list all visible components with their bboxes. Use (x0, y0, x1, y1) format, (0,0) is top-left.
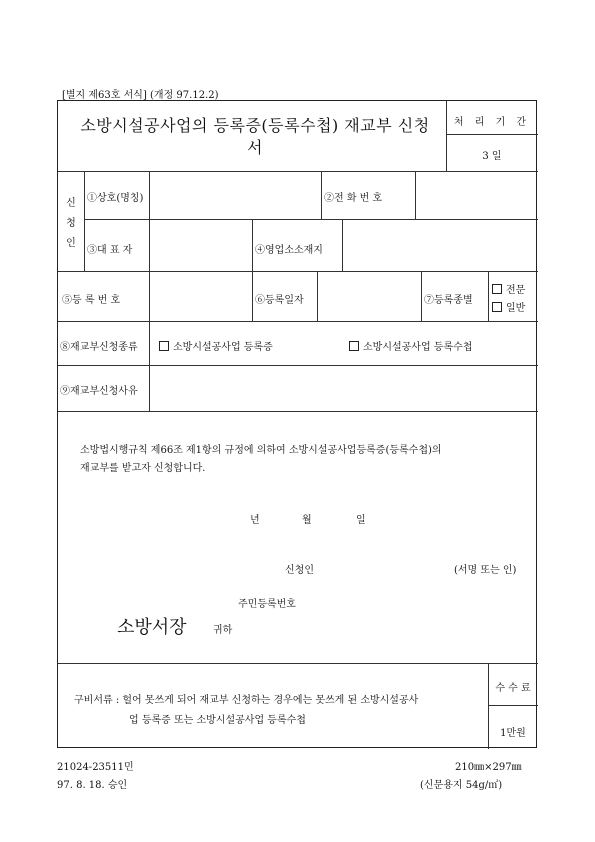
declaration-line-1: 소방법시행규칙 제66조 제1항의 규정에 의하여 소방시설공사업등록증(등록수첩)의 (80, 445, 442, 456)
office-location-label: ④영업소소재지 (255, 245, 323, 256)
checkbox-icon (349, 341, 359, 351)
reissue-reason-field[interactable] (150, 366, 537, 411)
company-name-label: ①상호(명칭) (87, 193, 144, 204)
application-form (57, 100, 537, 748)
reissue-option-certificate[interactable]: 소방시설공사업 등록증 (159, 338, 273, 353)
representative-field[interactable] (150, 220, 251, 271)
processing-period-label: 처 리 기 간 (453, 117, 531, 128)
date-month: 월 (302, 515, 312, 526)
date-day: 일 (356, 515, 366, 526)
reg-type-option-general[interactable]: 일반 (492, 299, 525, 314)
form-title: 소방시설공사업의 등록증(등록수첩) 재교부 신청 서 (80, 116, 430, 157)
reg-type-option-specialist[interactable]: 전문 (492, 281, 525, 296)
reg-date-label: ⑥등록일자 (255, 295, 304, 306)
reg-number-label: ⑤등 록 번 호 (62, 295, 121, 306)
paper-size: 210㎜×297㎜ (455, 762, 522, 773)
fee-label: 수 수 료 (495, 683, 531, 694)
signature-label: (서명 또는 인) (454, 565, 517, 576)
required-docs-line-1: 구비서류 : 헐어 못쓰게 되어 재교부 신청하는 경우에는 못쓰게 된 소방시설공사 (74, 695, 419, 706)
representative-label: ③대 표 자 (87, 245, 133, 256)
checkbox-icon (492, 302, 502, 312)
recipient-honorific: 귀하 (213, 625, 233, 636)
phone-label: ②전 화 번 호 (324, 193, 383, 204)
recipient-title: 소방서장 (117, 617, 187, 638)
reissue-option-booklet[interactable]: 소방시설공사업 등록수첩 (349, 338, 472, 353)
reg-date-field[interactable] (318, 272, 420, 321)
form-code: 21024-23511민 (57, 762, 134, 773)
approval-date: 97. 8. 18. 승인 (57, 780, 128, 791)
resident-number-label: 주민등록번호 (238, 599, 296, 610)
reissue-reason-label: ⑨재교부신청사유 (60, 386, 138, 397)
reg-number-field[interactable] (150, 272, 251, 321)
fee-value: 1만원 (500, 728, 526, 739)
checkbox-icon (159, 341, 169, 351)
applicant-side-label: 신 청 인 (66, 198, 76, 249)
required-docs-line-2: 업 등록증 또는 소방시설공사업 등록수첩 (129, 715, 306, 726)
date-year: 년 (250, 515, 260, 526)
company-name-field[interactable] (150, 172, 320, 219)
applicant-label: 신청인 (285, 565, 314, 576)
reg-type-label: ⑦등록종별 (424, 295, 473, 306)
processing-period-value: 3 일 (482, 151, 502, 162)
declaration-line-2: 재교부를 받고자 신청합니다. (80, 463, 206, 474)
reissue-kind-label: ⑧재교부신청종류 (60, 342, 138, 353)
checkbox-icon (492, 284, 502, 294)
office-location-field[interactable] (343, 220, 537, 271)
form-number-tag: [별지 제63호 서식] (개정 97.12.2) (62, 90, 219, 101)
phone-field[interactable] (416, 172, 537, 219)
paper-spec: (신문용지 54g/㎡) (420, 780, 503, 791)
